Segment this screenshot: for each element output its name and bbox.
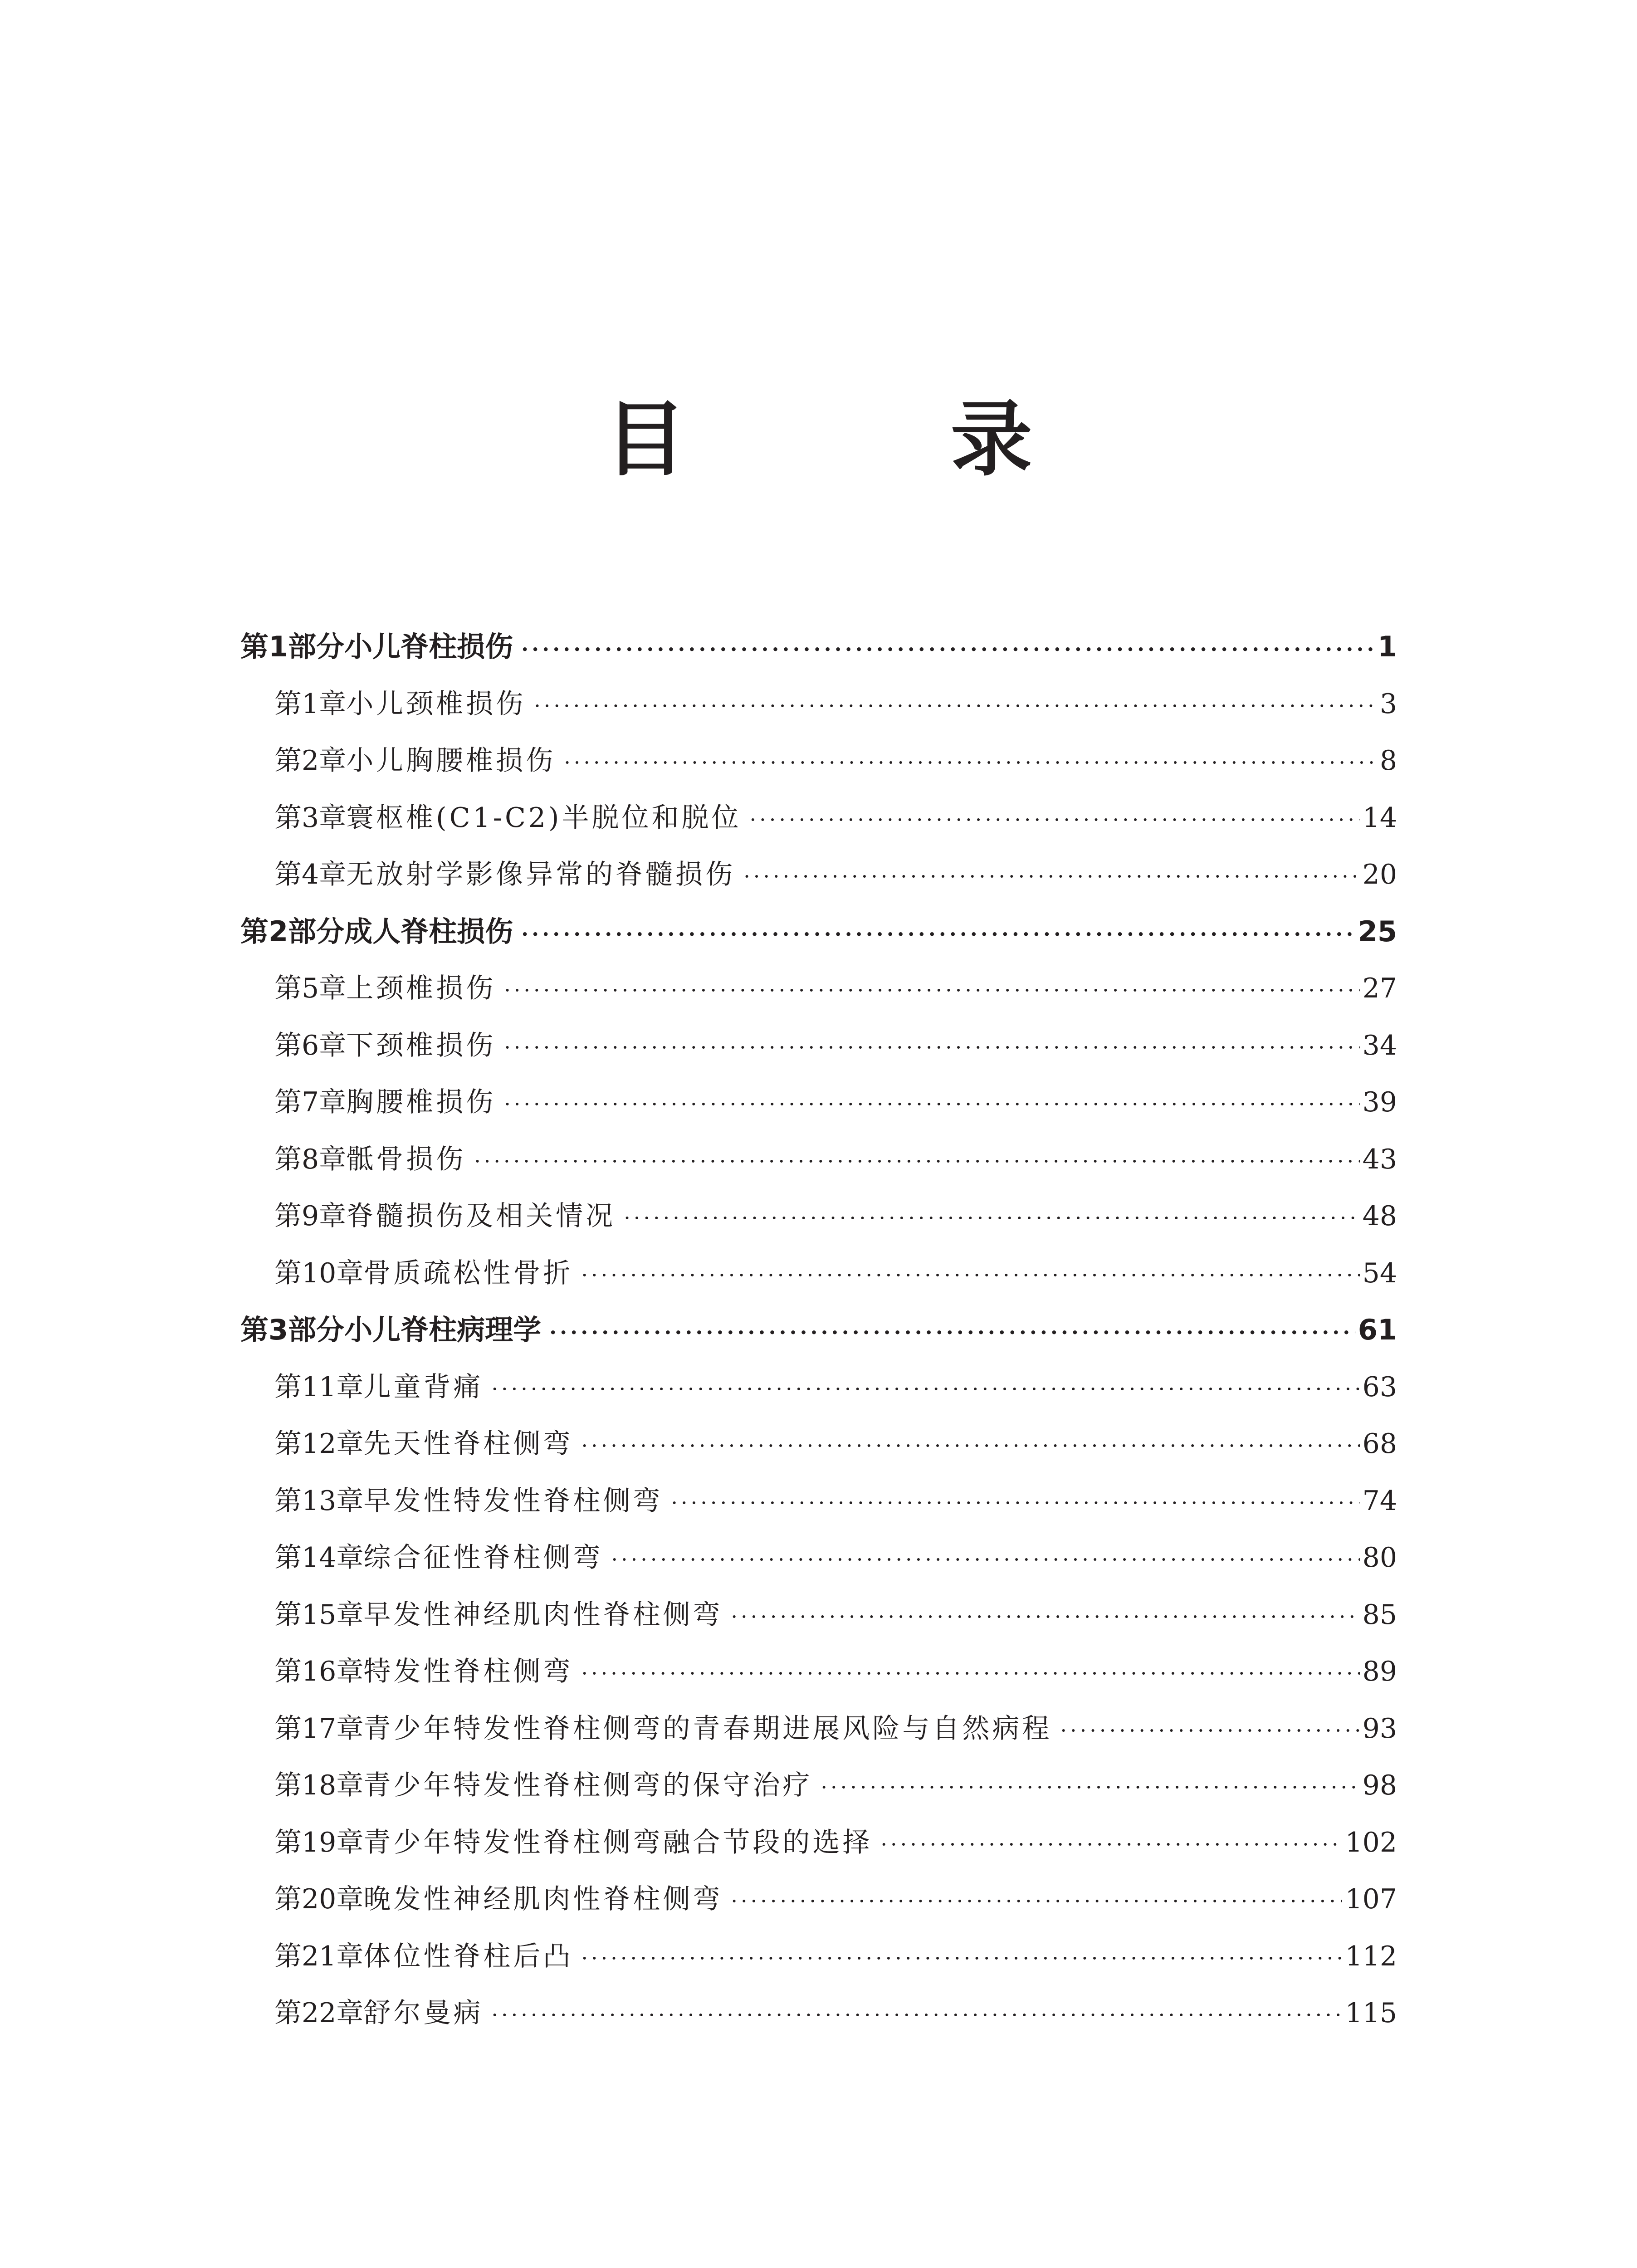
dot-leader [671,1480,1359,1525]
toc-chapter-entry[interactable] [240,1592,1397,1649]
dot-leader [880,1822,1342,1867]
page-number: 89 [1362,1656,1397,1687]
page-number: 54 [1362,1257,1397,1289]
chapter-title: 脊髓损伤及相关情况 [346,1200,616,1232]
chapter-label: 第17章 [274,1712,364,1745]
chapter-label: 第14章 [274,1542,364,1574]
toc-row [240,909,1397,954]
toc-chapter-entry[interactable] [240,1251,1397,1308]
page-number: 43 [1362,1143,1397,1175]
toc-row [240,1193,1397,1239]
page-number: 27 [1362,973,1397,1004]
toc-row [240,1820,1397,1865]
dot-leader [821,1765,1359,1810]
chapter-title: 先天性脊柱侧弯 [363,1428,573,1460]
toc-chapter-entry[interactable] [240,852,1397,909]
toc-chapter-entry[interactable] [240,738,1397,795]
chapter-title: 体位性脊柱后凸 [363,1940,573,1972]
dot-leader [504,1025,1359,1070]
chapter-label: 第7章 [274,1086,347,1118]
page-number: 80 [1362,1542,1397,1574]
part-title: 小儿脊柱病理学 [344,1313,542,1346]
dot-leader [581,1423,1359,1468]
page-number: 98 [1362,1769,1397,1801]
toc-chapter-entry[interactable] [240,1820,1397,1877]
page-number: 34 [1362,1029,1397,1061]
toc-chapter-entry[interactable] [240,1478,1397,1535]
toc-row [240,795,1397,841]
toc-chapter-entry[interactable] [240,1023,1397,1080]
toc-row [240,738,1397,783]
toc-chapter-entry[interactable] [240,1193,1397,1251]
part-title: 小儿脊柱损伤 [344,630,513,663]
toc-row [240,1592,1397,1637]
page-number: 48 [1362,1200,1397,1232]
toc-part-entry[interactable] [240,624,1397,681]
chapter-label: 第22章 [274,1997,364,2029]
dot-leader [581,1651,1359,1696]
page-title: 目 录 [605,392,1150,487]
dot-leader [504,1081,1359,1127]
toc-row [240,1080,1397,1125]
dot-leader [749,797,1359,842]
toc-chapter-entry[interactable] [240,1877,1397,1934]
chapter-label: 第13章 [274,1485,364,1517]
toc-row [240,1421,1397,1466]
page-number: 25 [1358,914,1397,948]
toc-chapter-entry[interactable] [240,966,1397,1023]
dot-leader [731,1878,1342,1924]
dot-leader [1060,1708,1359,1753]
toc-row [240,1478,1397,1524]
dot-leader [549,1310,1355,1355]
chapter-title: 舒尔曼病 [363,1997,484,2029]
toc-chapter-entry[interactable] [240,795,1397,852]
chapter-label: 第2章 [274,745,347,777]
page-number: 115 [1345,1997,1397,2029]
chapter-label: 第15章 [274,1598,364,1631]
toc-chapter-entry[interactable] [240,1364,1397,1422]
page-number: 85 [1362,1598,1397,1631]
chapter-label: 第16章 [274,1656,364,1687]
toc-row [240,1535,1397,1580]
chapter-label: 第19章 [274,1826,364,1858]
chapter-label: 第9章 [274,1200,347,1232]
chapter-title: 骶骨损伤 [346,1143,466,1175]
dot-leader [624,1195,1359,1241]
toc-part-entry[interactable] [240,909,1397,966]
chapter-title: 晚发性神经肌肉性脊柱侧弯 [363,1883,723,1915]
page-number: 112 [1345,1940,1397,1972]
page-number: 61 [1358,1313,1397,1346]
toc-row [240,624,1397,670]
part-title: 成人脊柱损伤 [344,914,513,948]
table-of-contents [240,624,1397,2048]
toc-row [240,1023,1397,1068]
dot-leader [534,683,1377,728]
page-number: 93 [1362,1712,1397,1745]
toc-row [240,681,1397,727]
page-number: 102 [1345,1826,1397,1858]
chapter-title: 青少年特发性脊柱侧弯的青春期进展风险与自然病程 [363,1712,1052,1745]
dot-leader [731,1594,1359,1639]
dot-leader [491,1366,1359,1412]
toc-row [240,1251,1397,1296]
chapter-label: 第6章 [274,1029,347,1061]
page-number: 107 [1345,1883,1397,1915]
toc-row [240,1934,1397,1979]
chapter-title: 胸腰椎损伤 [346,1086,496,1118]
chapter-title: 特发性脊柱侧弯 [363,1656,573,1687]
toc-chapter-entry[interactable] [240,1706,1397,1763]
toc-row [240,1307,1397,1353]
dot-leader [521,911,1355,957]
toc-row [240,852,1397,897]
chapter-label: 第10章 [274,1257,364,1289]
page-number: 1 [1377,630,1397,663]
toc-chapter-entry[interactable] [240,1080,1397,1137]
toc-chapter-entry[interactable] [240,1990,1397,2048]
chapter-title: 儿童背痛 [363,1371,484,1403]
chapter-title: 早发性神经肌肉性脊柱侧弯 [363,1598,723,1631]
chapter-label: 第3章 [274,802,347,834]
chapter-label: 第8章 [274,1143,347,1175]
dot-leader [491,1992,1342,2038]
toc-row [240,1706,1397,1751]
toc-row [240,1990,1397,2036]
toc-row [240,966,1397,1011]
chapter-label: 第4章 [274,859,347,890]
toc-chapter-entry[interactable] [240,1535,1397,1592]
chapter-title: 下颈椎损伤 [346,1029,496,1061]
toc-row [240,1649,1397,1694]
page-number: 63 [1362,1371,1397,1403]
chapter-title: 综合征性脊柱侧弯 [363,1542,603,1574]
part-label: 第3部分 [240,1313,345,1346]
chapter-title: 寰枢椎(C1-C2)半脱位和脱位 [346,802,742,834]
chapter-title: 早发性特发性脊柱侧弯 [363,1485,663,1517]
chapter-label: 第20章 [274,1883,364,1915]
dot-leader [581,1252,1359,1298]
chapter-title: 青少年特发性脊柱侧弯的保守治疗 [363,1769,813,1801]
dot-leader [521,626,1375,672]
dot-leader [581,1936,1342,1981]
page-number: 39 [1362,1086,1397,1118]
toc-chapter-entry[interactable] [240,1421,1397,1478]
dot-leader [611,1537,1359,1582]
page-number: 20 [1362,859,1397,890]
toc-row [240,1877,1397,1922]
chapter-title: 骨质疏松性骨折 [363,1257,573,1289]
part-label: 第1部分 [240,630,345,663]
chapter-title: 上颈椎损伤 [346,973,496,1004]
chapter-label: 第21章 [274,1940,364,1972]
part-label: 第2部分 [240,914,345,948]
page-number: 68 [1362,1428,1397,1460]
page-number: 3 [1379,688,1397,720]
toc-row [240,1137,1397,1182]
chapter-label: 第18章 [274,1769,364,1801]
toc-chapter-entry[interactable] [240,1934,1397,1991]
toc-row [240,1364,1397,1410]
dot-leader [743,854,1359,899]
toc-chapter-entry[interactable] [240,1763,1397,1820]
chapter-title: 小儿颈椎损伤 [346,688,526,720]
chapter-label: 第5章 [274,973,347,1004]
toc-chapter-entry[interactable] [240,681,1397,738]
page-number: 14 [1362,802,1397,834]
chapter-title: 小儿胸腰椎损伤 [346,745,556,777]
toc-row [240,1763,1397,1808]
toc-chapter-entry[interactable] [240,1137,1397,1194]
page-number: 8 [1379,745,1397,777]
toc-part-entry[interactable] [240,1307,1397,1364]
dot-leader [564,740,1377,785]
dot-leader [504,968,1359,1013]
chapter-title: 无放射学影像异常的脊髓损伤 [346,859,736,890]
chapter-label: 第1章 [274,688,347,720]
toc-chapter-entry[interactable] [240,1649,1397,1706]
page-number: 74 [1362,1485,1397,1517]
chapter-label: 第11章 [274,1371,364,1403]
chapter-label: 第12章 [274,1428,364,1460]
chapter-title: 青少年特发性脊柱侧弯融合节段的选择 [363,1826,873,1858]
dot-leader [474,1139,1359,1184]
